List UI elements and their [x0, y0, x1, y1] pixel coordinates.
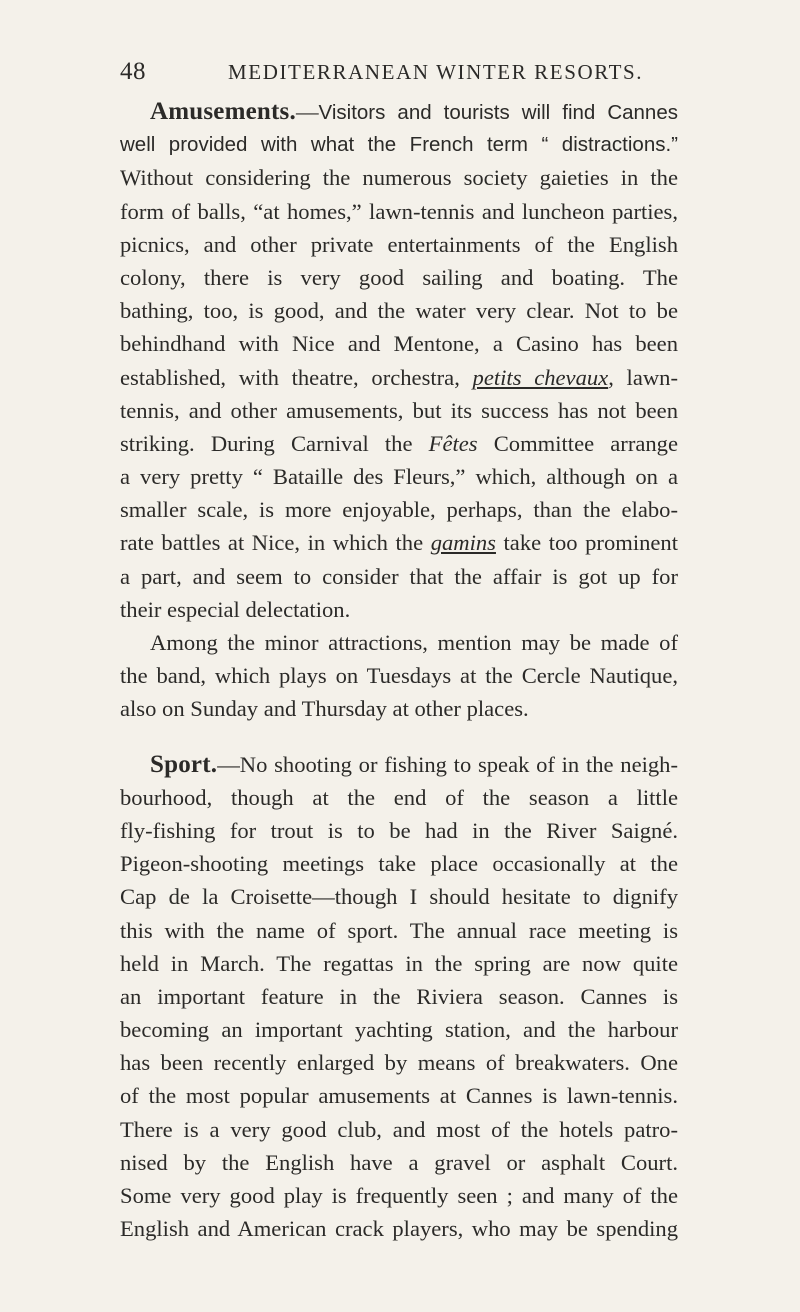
amusements-line-2: well provided with what the French term “ distractions.” [120, 133, 678, 157]
sport-line-12: There is a very good club, and most of the hotels patro- [120, 1116, 678, 1142]
amusements-line-3: Without considering the numerous society gaieties in the [120, 165, 678, 191]
amusements-line-14: rate battles at Nice, in which the gamins take too prominent [120, 530, 678, 556]
sport-line-2: bourhood, though at the end of the season a little [120, 784, 678, 810]
amusements-line-17: Among the minor attractions, mention may be made of [150, 630, 678, 655]
sport-line-14: Some very good play is frequently seen ; and many of the [120, 1183, 678, 1208]
amusements-line-5: picnics, and other private entertainments of the English [120, 231, 678, 257]
sport-dash: — [217, 751, 240, 777]
amusements-line-8: behindhand with Nice and Mentone, a Casino has been [120, 331, 678, 357]
sport-line-6: this with the name of sport. The annual race meeting is [120, 917, 678, 943]
sport-line-7: held in March. The regattas in the spring are now quite [120, 950, 678, 976]
amusements-line-18: the band, which plays on Tuesdays at the Cercle Nautique, [120, 663, 678, 689]
amusements-line-19: also on Sunday and Thursday at other places. [120, 696, 529, 722]
sport-line-5: Cap de la Croisette—though I should hesitate to dignify [120, 884, 678, 910]
page-number: 48 [120, 58, 146, 85]
amusements-line-9: established, with theatre, orchestra, petits chevaux, lawn- [120, 364, 678, 390]
amusements-line-10: tennis, and other amusements, but its success has not been [120, 397, 678, 423]
amusements-line-4: form of balls, “at homes,” lawn-tennis and luncheon parties, [120, 198, 678, 224]
amusements-line-16: their especial delectation. [120, 596, 351, 622]
italic-gamins: gamins [430, 530, 496, 556]
sport-line-15: English and American crack players, who may be spending [120, 1216, 678, 1242]
section-gap [120, 726, 678, 748]
sport-line-10: has been recently enlarged by means of breakwaters. One [120, 1050, 678, 1076]
amusements-line-13: smaller scale, is more enjoyable, perhaps, than the elabo- [120, 497, 678, 523]
amusements-dash: — [295, 99, 319, 124]
sport-line-1: Sport.—No shooting or fishing to speak of in the neigh- [150, 750, 678, 778]
sport-line-4: Pigeon-shooting meetings take place occasionally at the [120, 851, 678, 877]
body-text [120, 95, 678, 1245]
sport-heading: Sport. [150, 750, 218, 778]
italic-petits-chevaux: petits chevaux [472, 364, 609, 390]
sport-line-11: of the most popular amusements at Cannes is lawn-tennis. [120, 1083, 678, 1109]
amusements-heading: Amusements. [150, 98, 296, 125]
amusements-line-7: bathing, too, is good, and the water very clear. Not to be [120, 298, 678, 324]
amusements-line-6: colony, there is very good sailing and boating. The [120, 264, 678, 290]
amusements-line-15: a part, and seem to consider that the affair is got up for [120, 563, 678, 589]
page-header [120, 58, 680, 88]
sport-line-8: an important feature in the Riviera season. Cannes is [120, 983, 678, 1009]
running-head: MEDITERRANEAN WINTER RESORTS. [228, 60, 644, 84]
amusements-line-11: striking. During Carnival the Fêtes Committee arrange [120, 430, 678, 456]
italic-fetes: Fêtes [428, 430, 478, 456]
sport-line-9: becoming an important yachting station, and the harbour [120, 1017, 678, 1043]
sport-line-3: fly-fishing for trout is to be had in the River Saigné. [120, 817, 678, 843]
sport-line-13: nised by the English have a gravel or asphalt Court. [120, 1149, 678, 1175]
amusements-line-12: a very pretty “ Bataille des Fleurs,” which, although on a [120, 464, 678, 490]
amusements-line-1: Amusements.—Visitors and tourists will find Cannes [150, 98, 678, 125]
